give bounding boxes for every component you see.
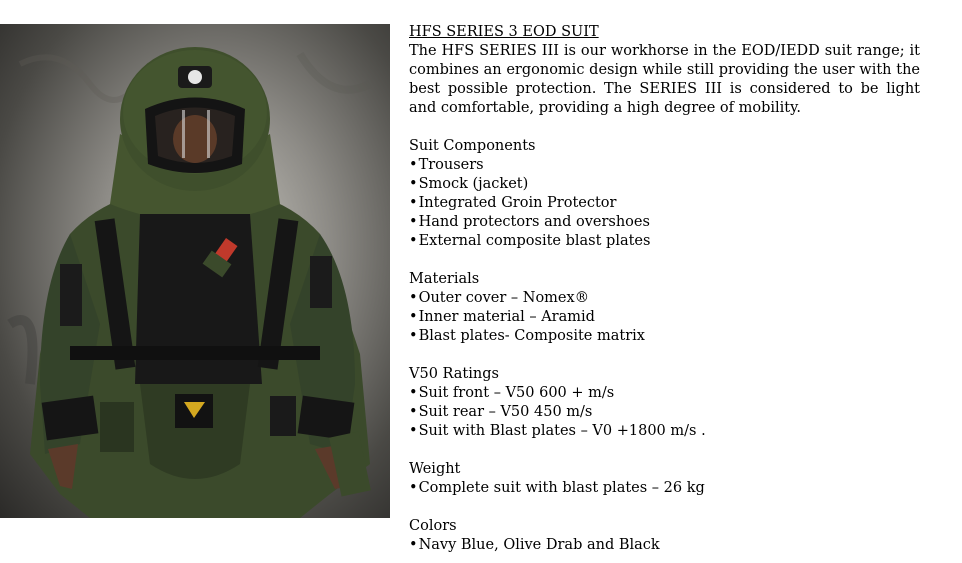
colors-section bbox=[409, 517, 920, 555]
materials-section bbox=[409, 270, 920, 346]
list-item: • Smock (jacket) bbox=[409, 175, 920, 194]
section-title: Colors bbox=[409, 518, 457, 534]
list-item: • Integrated Groin Protector bbox=[409, 194, 920, 213]
section-title: Materials bbox=[409, 271, 480, 287]
list-item: • Navy Blue, Olive Drab and Black bbox=[409, 536, 920, 555]
weight-section bbox=[409, 460, 920, 498]
section-title: V50 Ratings bbox=[409, 366, 499, 382]
list-item: • Suit with Blast plates – V0 +1800 m/s . bbox=[409, 422, 920, 441]
suit-components-list bbox=[409, 156, 920, 251]
list-item: • Inner material – Aramid bbox=[409, 308, 920, 327]
colors-list bbox=[409, 536, 920, 555]
materials-list bbox=[409, 289, 920, 346]
list-item: • External composite blast plates bbox=[409, 232, 920, 251]
weight-list bbox=[409, 479, 920, 498]
list-item: • Suit rear – V50 450 m/s bbox=[409, 403, 920, 422]
list-item: • Hand protectors and overshoes bbox=[409, 213, 920, 232]
section-title: Weight bbox=[409, 461, 461, 477]
list-item: • Trousers bbox=[409, 156, 920, 175]
list-item: • Complete suit with blast plates – 26 kg bbox=[409, 479, 920, 498]
list-item: • Suit front – V50 600 + m/s bbox=[409, 384, 920, 403]
eod-suit-photo bbox=[0, 24, 390, 518]
list-item: • Blast plates- Composite matrix bbox=[409, 327, 920, 346]
section-title: Suit Components bbox=[409, 138, 536, 154]
product-title: HFS SERIES 3 EOD SUIT bbox=[409, 24, 599, 40]
v50-ratings-section bbox=[409, 365, 920, 441]
list-item: • Outer cover – Nomex® bbox=[409, 289, 920, 308]
intro-paragraph: The HFS SERIES III is our workhorse in the EOD/IEDD suit range; it combines an ergonomic design while still providing the user with the best possible protection. The SERIES III is considered to be light and comfortable, providing a high degree of mobility. bbox=[409, 43, 920, 116]
product-description bbox=[409, 23, 920, 555]
suit-components-section bbox=[409, 137, 920, 251]
v50-ratings-list bbox=[409, 384, 920, 441]
